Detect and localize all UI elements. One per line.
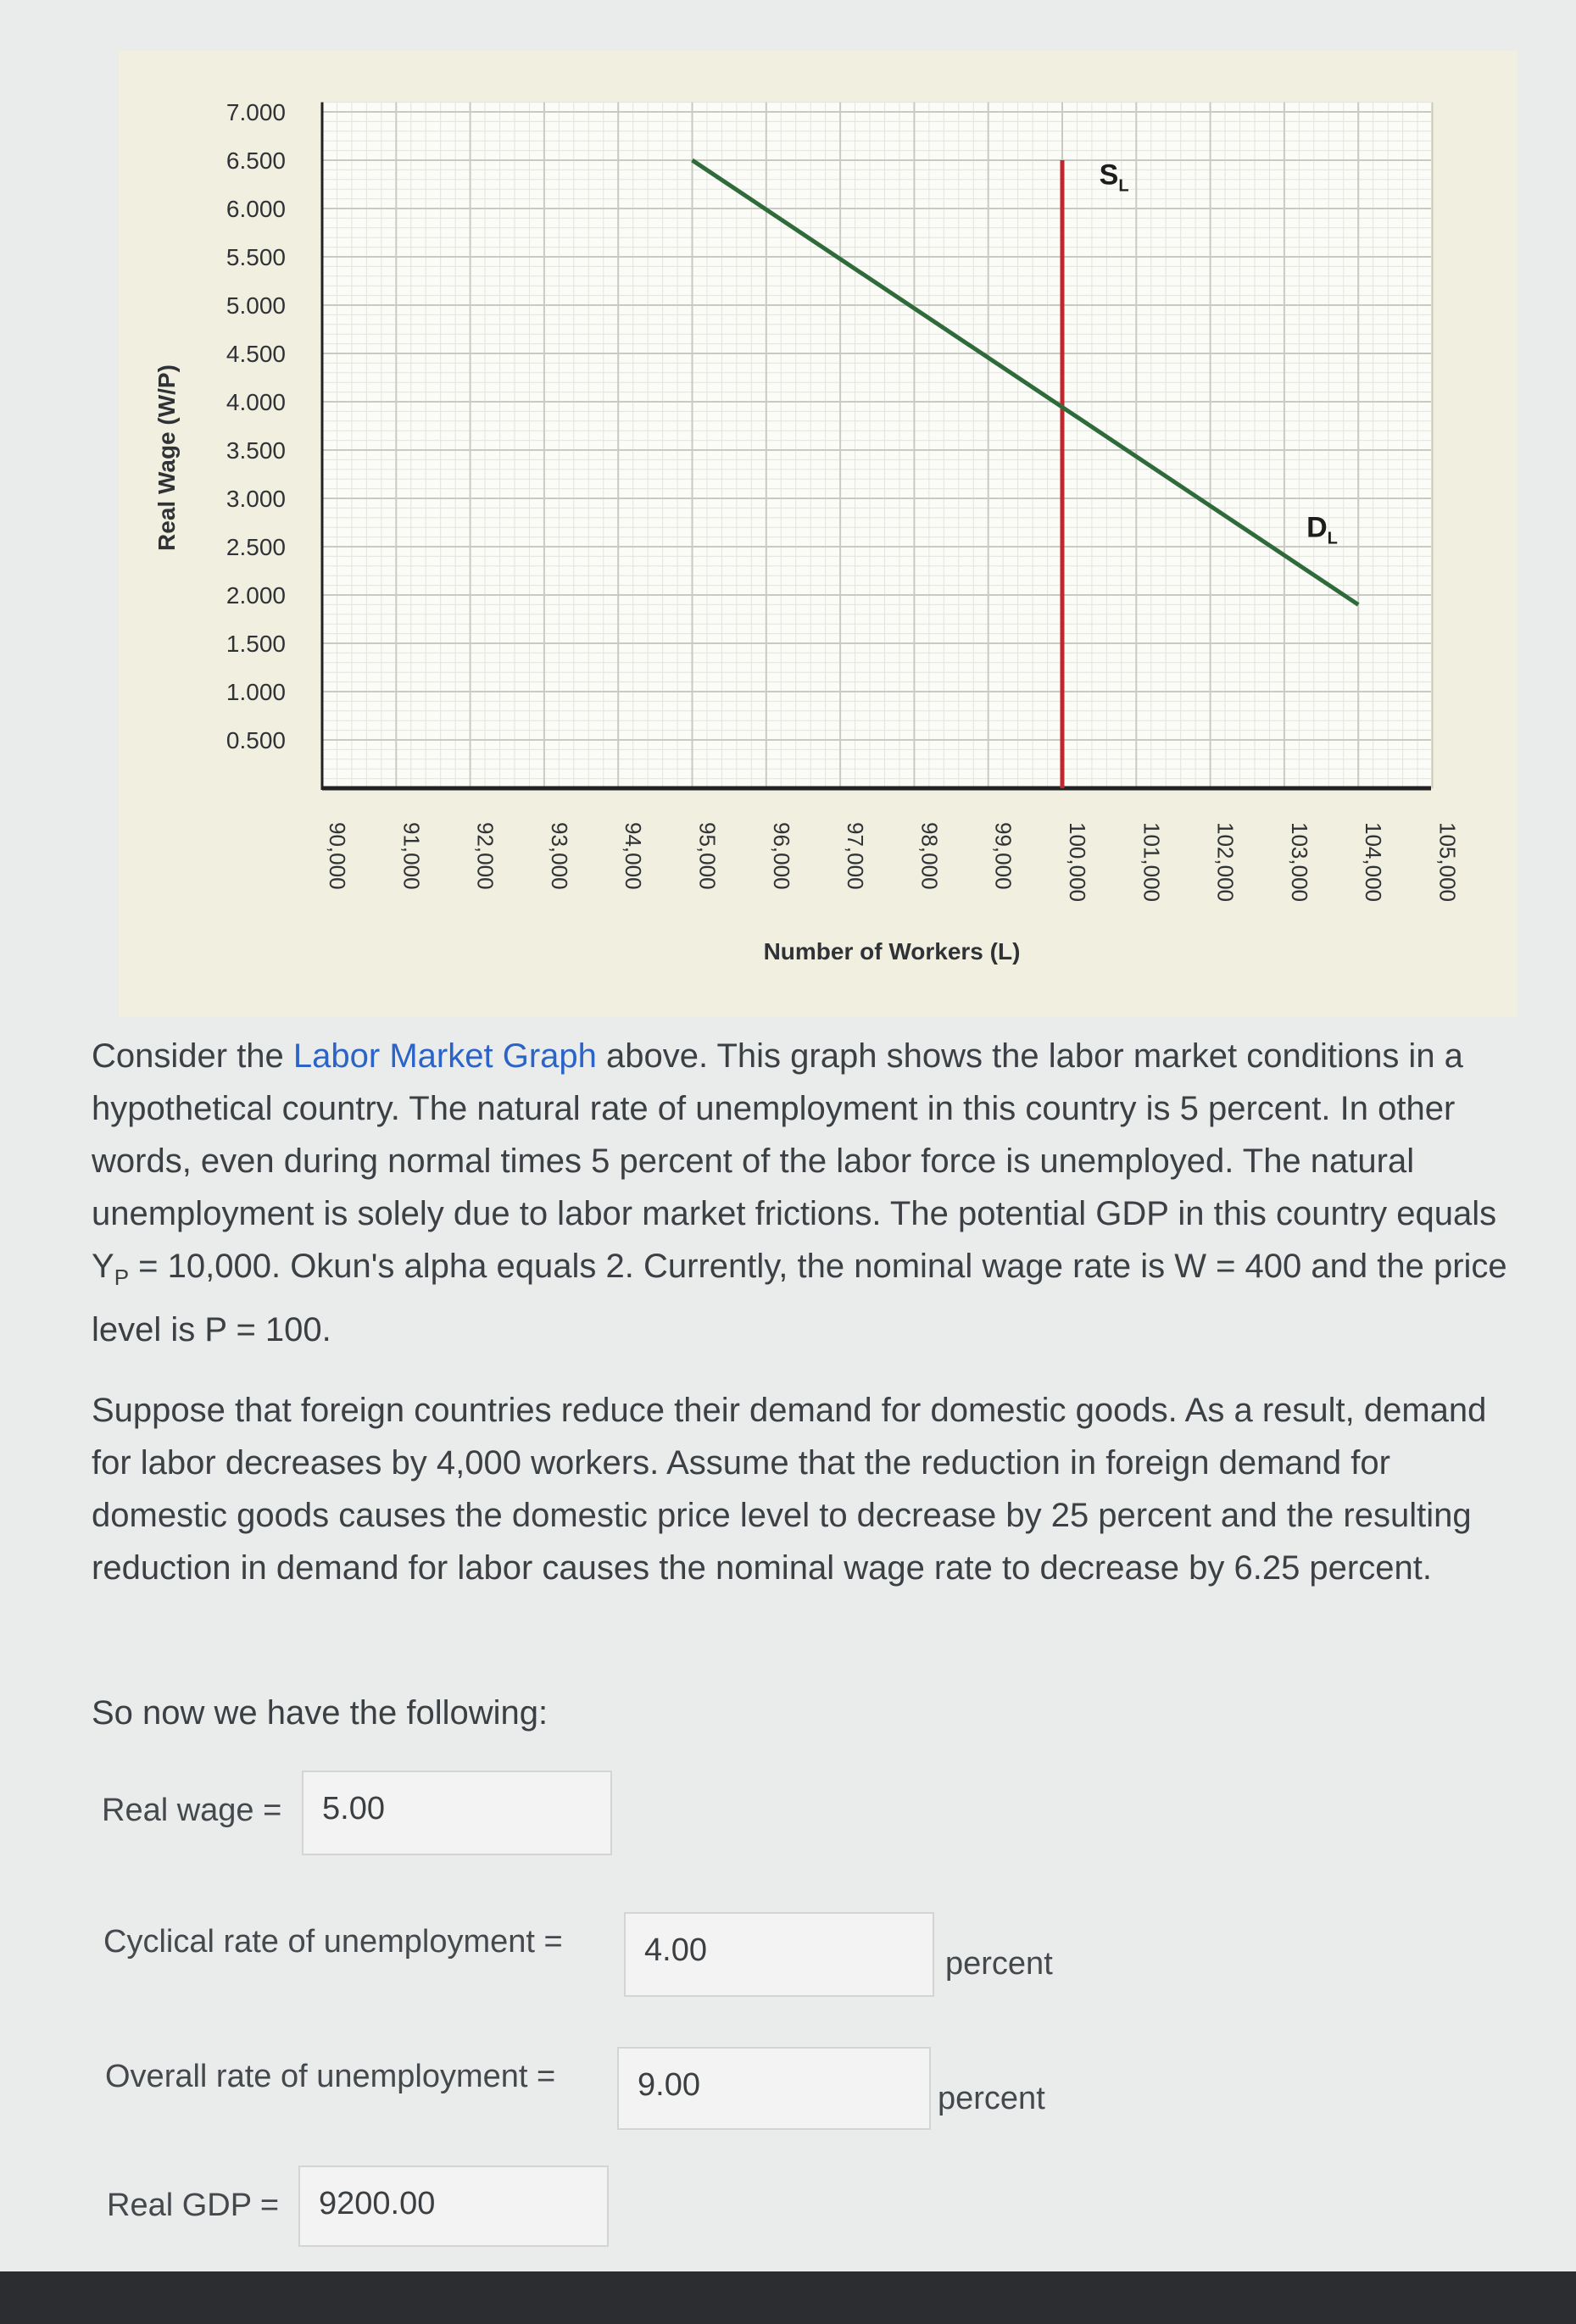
- real-wage-value: 5.00: [322, 1791, 385, 1826]
- bottom-bar: [0, 2271, 1576, 2324]
- y-tick-label: 7.000: [226, 99, 286, 125]
- supply-curve-label: $S_L$: [1099, 158, 1129, 196]
- para1-subscript: P: [114, 1265, 130, 1290]
- y-tick-label: 1.500: [226, 631, 286, 657]
- question-paragraph-2: [92, 1384, 1516, 1594]
- cyclical-label: Cyclical rate of unemployment =: [103, 1924, 563, 1960]
- y-tick-label: 2.500: [226, 534, 286, 560]
- x-tick-label: 95,000: [694, 822, 721, 890]
- real-wage-label: Real wage =: [102, 1793, 282, 1828]
- x-tick-label: 97,000: [843, 822, 869, 890]
- overall-input[interactable]: [617, 2047, 931, 2130]
- real-gdp-input[interactable]: [298, 2166, 609, 2247]
- overall-unit: percent: [938, 2081, 1045, 2116]
- question-paragraph-1: [92, 1030, 1516, 1356]
- x-tick-label: 93,000: [546, 822, 572, 890]
- cyclical-input[interactable]: [624, 1912, 934, 1997]
- y-tick-label: 4.000: [226, 389, 286, 415]
- y-tick-label: 5.000: [226, 292, 286, 319]
- x-tick-label: 98,000: [916, 822, 943, 890]
- y-tick-label: 4.500: [226, 341, 286, 367]
- y-tick-label: 6.000: [226, 196, 286, 222]
- x-tick-label: 91,000: [398, 822, 425, 890]
- chart-svg: [119, 51, 1518, 1017]
- y-tick-label: 1.000: [226, 679, 286, 705]
- x-axis-title: Number of Workers (L): [763, 938, 1021, 965]
- cyclical-value: 4.00: [644, 1932, 707, 1968]
- cyclical-unit: percent: [945, 1946, 1053, 1982]
- x-tick-label: 103,000: [1286, 822, 1312, 902]
- y-tick-label: 3.500: [226, 437, 286, 464]
- x-tick-label: 92,000: [472, 822, 498, 890]
- y-tick-label: 5.500: [226, 244, 286, 270]
- x-tick-label: 100,000: [1065, 822, 1090, 902]
- x-tick-label: 96,000: [768, 822, 794, 890]
- x-tick-label: 99,000: [990, 822, 1016, 890]
- real-gdp-label: Real GDP =: [107, 2188, 280, 2223]
- intro-text: So now we have the following:: [92, 1694, 549, 1732]
- x-tick-label: 104,000: [1361, 822, 1387, 902]
- overall-value: 9.00: [638, 2067, 700, 2103]
- y-tick-label: 2.000: [226, 582, 286, 609]
- intro-line: [92, 1687, 1516, 1739]
- labor-market-chart: [119, 51, 1518, 1017]
- y-tick-label: 6.500: [226, 147, 286, 174]
- x-tick-label: 94,000: [621, 822, 647, 890]
- para1-tail: = 10,000. Okun's alpha equals 2. Currently, the nominal wage rate is W = 400 and the price level is P = 100.: [92, 1248, 1507, 1348]
- para1-lead: Consider the: [92, 1037, 293, 1075]
- x-tick-label: 90,000: [325, 822, 350, 890]
- overall-label: Overall rate of unemployment =: [105, 2059, 556, 2094]
- x-tick-label: 105,000: [1434, 822, 1461, 902]
- y-axis-title: Real Wage (W/P): [153, 364, 180, 551]
- para2-text: Suppose that foreign countries reduce their demand for domestic goods. As a result, demand for labor decreases by 4,000 workers. Assume that the reduction in foreign demand for domestic goods causes the domestic price level to decrease by 25 percent and the resulting reduction in demand for labor causes the nominal wage rate to decrease by 6.25 percent.: [92, 1392, 1487, 1587]
- plot-area: [322, 103, 1431, 788]
- para1-rest: above. This graph shows the labor market conditions in a hypothetical country. The natural rate of unemployment in this country is 5 percent. In other words, even during normal times 5 percent of the labor force is unemployed. The natural unemployment is solely due to labor market frictions. The potential GDP in this country equals Y: [92, 1037, 1497, 1285]
- y-tick-label: 3.000: [226, 486, 286, 512]
- real-gdp-value: 9200.00: [319, 2186, 436, 2221]
- y-tick-label: 0.500: [226, 727, 286, 753]
- demand-curve-label: $D_L$: [1306, 511, 1338, 548]
- labor-market-graph-link[interactable]: Labor Market Graph: [292, 1037, 597, 1075]
- x-tick-label: 101,000: [1139, 822, 1165, 902]
- real-wage-input[interactable]: [302, 1771, 612, 1855]
- x-tick-label: 102,000: [1212, 822, 1239, 902]
